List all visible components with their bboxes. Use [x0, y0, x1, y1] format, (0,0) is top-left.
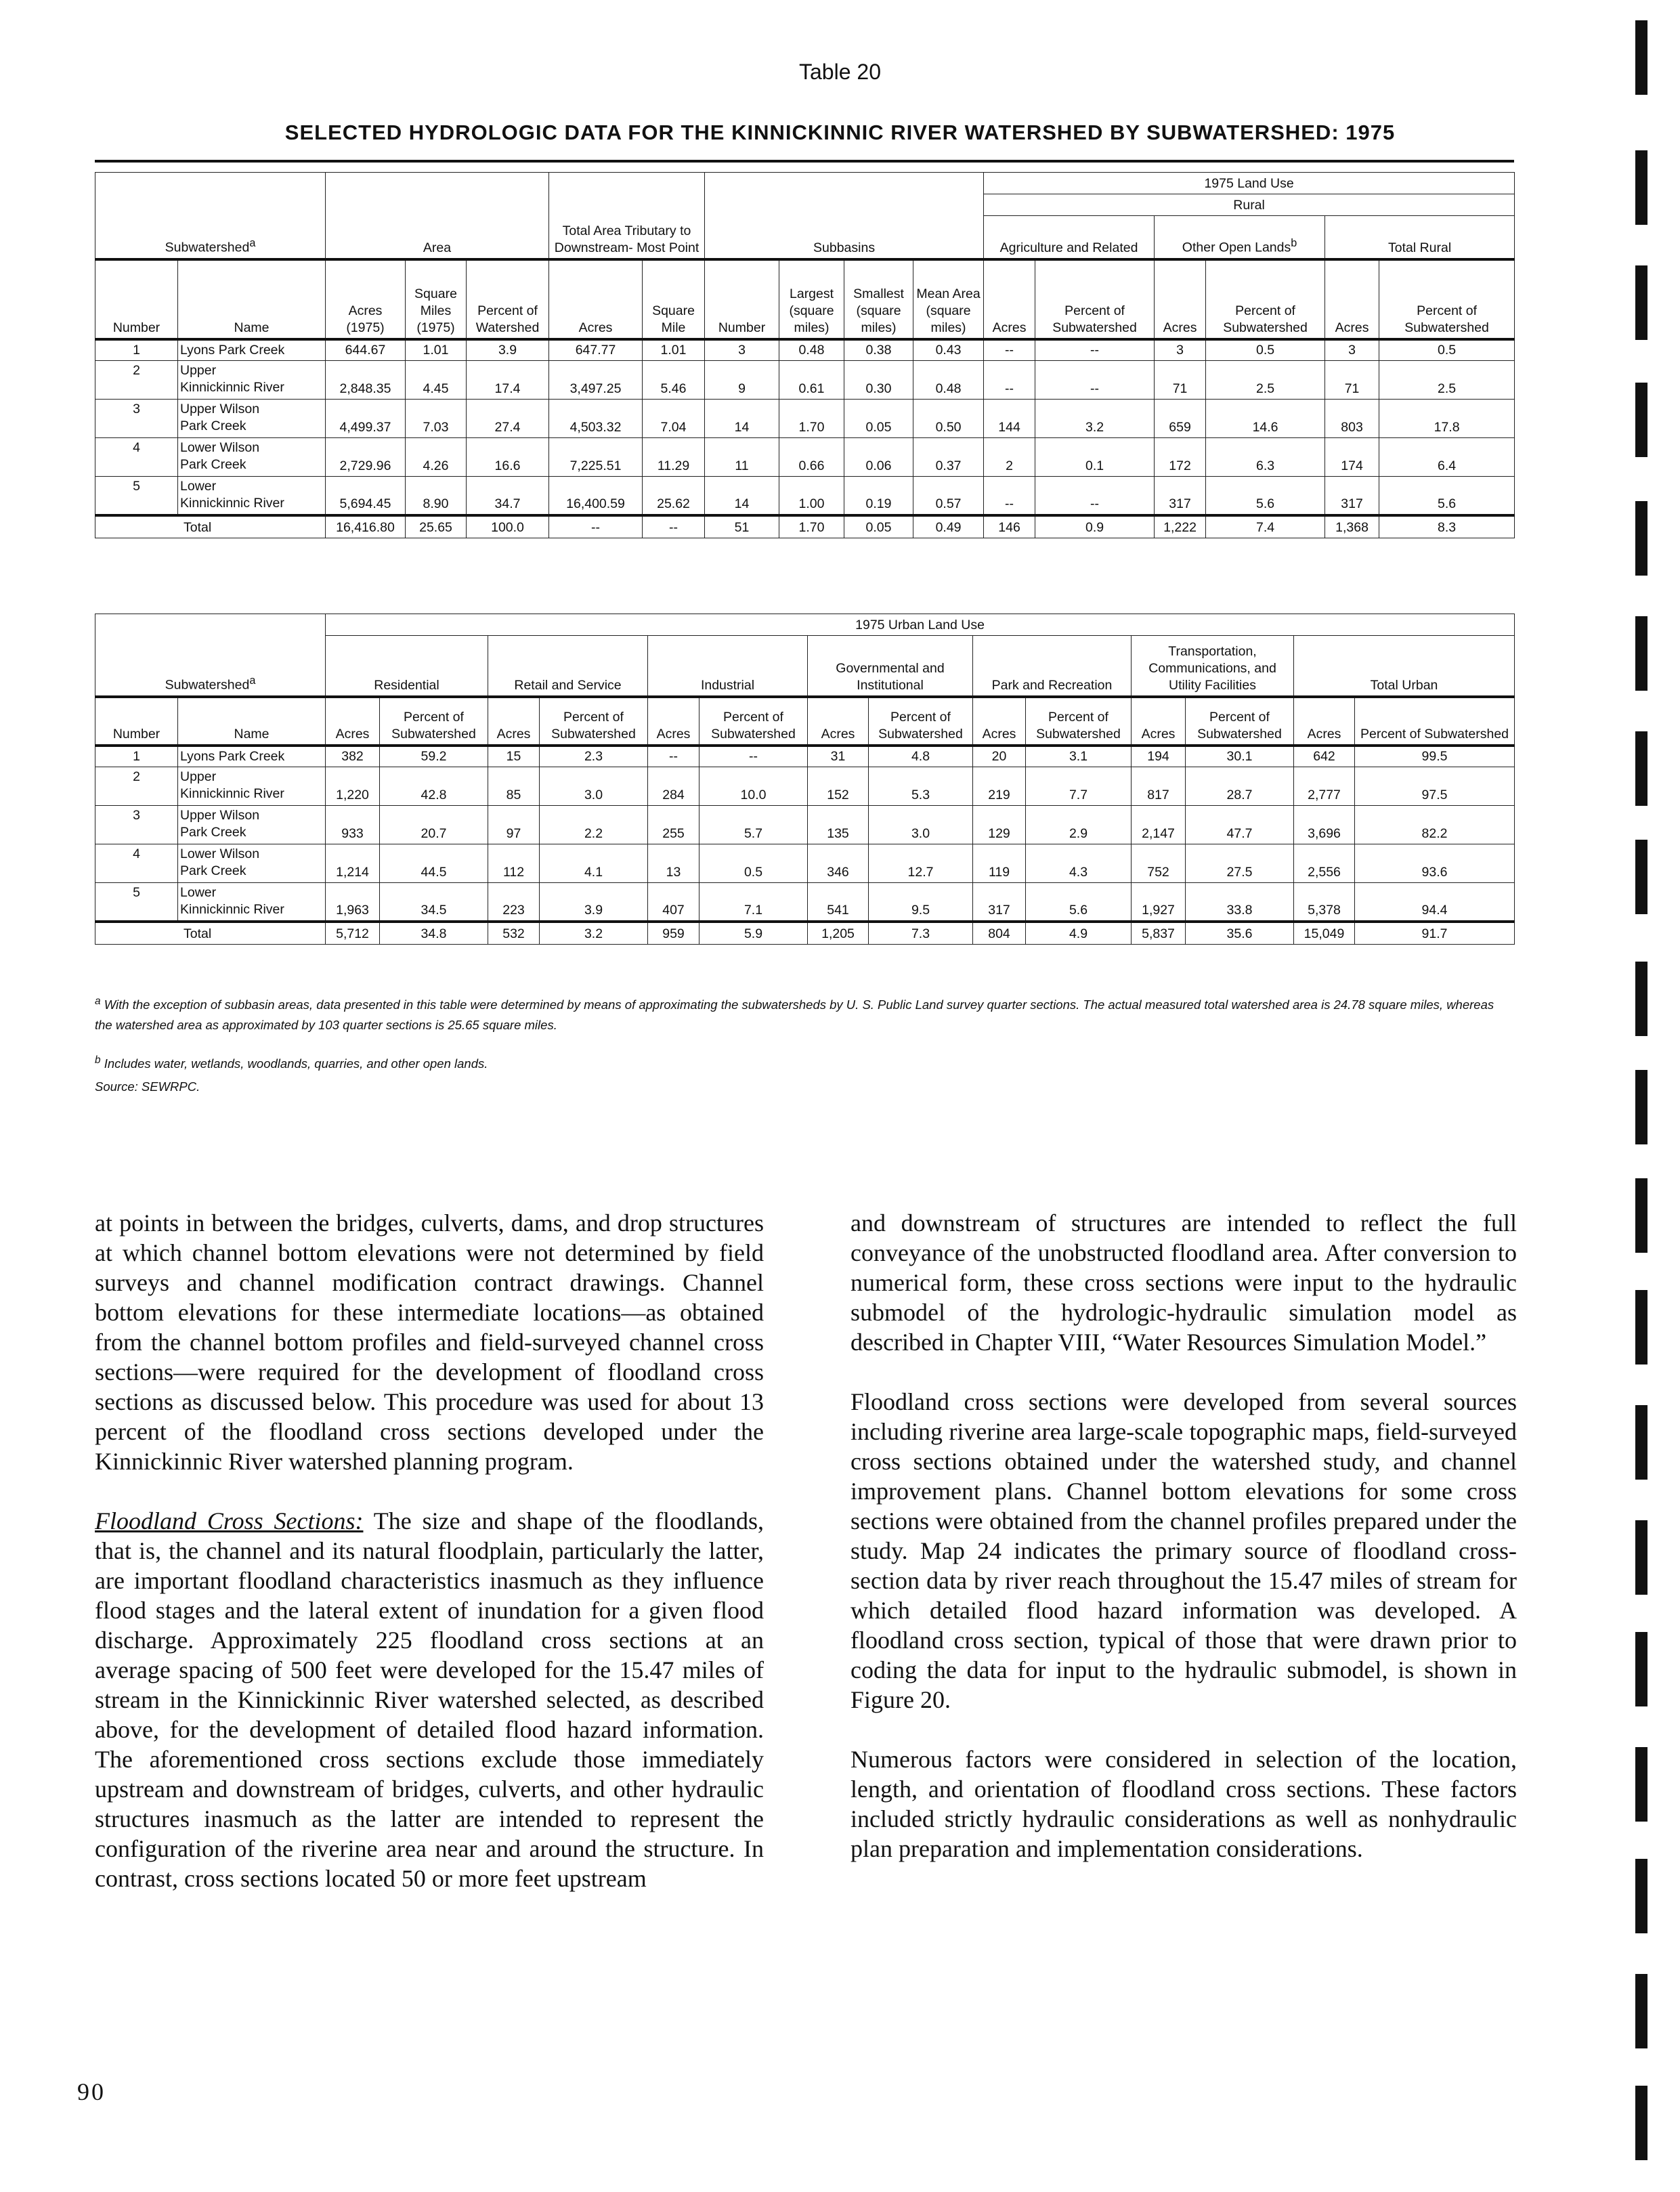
col-mean: Mean Area (square miles) [913, 259, 984, 339]
cell-trib_acres: 16,400.59 [549, 477, 643, 515]
cell-park_a: 219 [973, 767, 1026, 806]
row-name: Upper Wilson Park Creek [178, 806, 326, 844]
total-largest: 1.70 [779, 515, 844, 538]
cell-sqmi: 4.26 [406, 438, 467, 477]
cell-tot_p: 99.5 [1355, 746, 1515, 767]
cell-pct: 16.6 [467, 438, 549, 477]
col-pct-watershed: Percent of Watershed [467, 259, 549, 339]
cell-pct: 3.9 [467, 339, 549, 361]
cell-park_p: 3.1 [1026, 746, 1132, 767]
cell-mean: 0.48 [913, 361, 984, 400]
land-use-header: 1975 Land Use [984, 173, 1515, 194]
col-name: Name [178, 259, 326, 339]
cell-tr_acres: 317 [1325, 477, 1379, 515]
cell-gov_a: 152 [808, 767, 869, 806]
cell-gov_a: 135 [808, 806, 869, 844]
cell-oth_acres: 3 [1155, 339, 1206, 361]
col-tr-acres: Acres [1325, 259, 1379, 339]
table-row [95, 767, 1515, 806]
cell-tot_p: 97.5 [1355, 767, 1515, 806]
total-ind_a: 959 [648, 922, 699, 945]
total-park_a: 804 [973, 922, 1026, 945]
cell-res_a: 933 [326, 806, 380, 844]
total-tr_acres: 1,368 [1325, 515, 1379, 538]
cell-ind_a: 255 [648, 806, 699, 844]
cell-tot_p: 82.2 [1355, 806, 1515, 844]
col2-pct: Percent of Subwatershed [699, 697, 808, 746]
total-smallest: 0.05 [844, 515, 913, 538]
col-trib-sqmi: Square Mile [643, 259, 705, 339]
cell-tr_pct: 6.4 [1379, 438, 1515, 477]
total-sqmi: 25.65 [406, 515, 467, 538]
cell-ag_pct: 0.1 [1035, 438, 1155, 477]
cell-ag_acres: 2 [984, 438, 1035, 477]
margin-mark [1635, 962, 1647, 1036]
cell-ind_a: 13 [648, 844, 699, 883]
cell-trans_p: 33.8 [1186, 883, 1294, 922]
cell-ag_pct: 3.2 [1035, 400, 1155, 438]
table-row [95, 400, 1515, 438]
cell-park_a: 129 [973, 806, 1026, 844]
hydrologic-table [95, 172, 1515, 538]
cell-tot_a: 642 [1294, 746, 1355, 767]
margin-mark [1635, 383, 1647, 457]
retail-header: Retail and Service [488, 636, 648, 697]
cell-ret_p: 3.0 [540, 767, 648, 806]
row-number: 2 [95, 361, 178, 400]
cell-tot_a: 3,696 [1294, 806, 1355, 844]
total-ret_p: 3.2 [540, 922, 648, 945]
cell-gov_p: 9.5 [869, 883, 973, 922]
cell-oth_pct: 14.6 [1206, 400, 1325, 438]
cell-park_a: 20 [973, 746, 1026, 767]
table-row [95, 844, 1515, 883]
cell-tr_acres: 3 [1325, 339, 1379, 361]
cell-largest: 1.70 [779, 400, 844, 438]
total-tot_p: 91.7 [1355, 922, 1515, 945]
cell-ind_a: 407 [648, 883, 699, 922]
cell-trans_a: 1,927 [1132, 883, 1186, 922]
cell-tot_a: 5,378 [1294, 883, 1355, 922]
row-name: Lower Kinnickinnic River [178, 477, 326, 515]
total-oth_pct: 7.4 [1206, 515, 1325, 538]
row-name: Lower Wilson Park Creek [178, 844, 326, 883]
row-number: 1 [95, 746, 178, 767]
cell-smallest: 0.05 [844, 400, 913, 438]
margin-mark [1635, 1859, 1647, 1933]
total-tr_pct: 8.3 [1379, 515, 1515, 538]
row-number: 1 [95, 339, 178, 361]
row-name: Lyons Park Creek [178, 746, 326, 767]
total-park_p: 4.9 [1026, 922, 1132, 945]
cell-ret_p: 4.1 [540, 844, 648, 883]
total-rural-header: Total Rural [1325, 216, 1515, 259]
cell-ag_acres: -- [984, 477, 1035, 515]
cell-sqmi: 1.01 [406, 339, 467, 361]
cell-largest: 0.61 [779, 361, 844, 400]
cell-oth_acres: 659 [1155, 400, 1206, 438]
cell-sb_num: 14 [705, 400, 779, 438]
cell-ret_a: 15 [488, 746, 540, 767]
cell-oth_acres: 317 [1155, 477, 1206, 515]
cell-ret_a: 223 [488, 883, 540, 922]
cell-oth_pct: 6.3 [1206, 438, 1325, 477]
cell-smallest: 0.30 [844, 361, 913, 400]
urban-land-use-table [95, 614, 1515, 945]
margin-mark [1635, 1290, 1647, 1364]
row-number: 5 [95, 477, 178, 515]
total-acres: 16,416.80 [326, 515, 406, 538]
cell-park_p: 2.9 [1026, 806, 1132, 844]
cell-trib_sqmi: 25.62 [643, 477, 705, 515]
margin-mark [1635, 1070, 1647, 1144]
total-trib_acres: -- [549, 515, 643, 538]
cell-ind_p: 10.0 [699, 767, 808, 806]
cell-oth_acres: 172 [1155, 438, 1206, 477]
total-row [95, 922, 1515, 945]
total-area-header: Total Area Tributary to Downstream- Most Point [549, 173, 705, 259]
total-oth_acres: 1,222 [1155, 515, 1206, 538]
cell-ind_a: -- [648, 746, 699, 767]
cell-trans_p: 30.1 [1186, 746, 1294, 767]
cell-largest: 1.00 [779, 477, 844, 515]
total-ag_acres: 146 [984, 515, 1035, 538]
cell-trib_acres: 3,497.25 [549, 361, 643, 400]
col2-acres: Acres [488, 697, 540, 746]
cell-acres: 4,499.37 [326, 400, 406, 438]
col2-pct: Percent of Subwatershed [1026, 697, 1132, 746]
total-pct: 100.0 [467, 515, 549, 538]
right-column [850, 1208, 1517, 1893]
cell-tot_p: 93.6 [1355, 844, 1515, 883]
total-sb_num: 51 [705, 515, 779, 538]
row-name: Lower Kinnickinnic River [178, 883, 326, 922]
col-largest: Largest (square miles) [779, 259, 844, 339]
total-mean: 0.49 [913, 515, 984, 538]
cell-gov_p: 3.0 [869, 806, 973, 844]
total-label: Total [95, 515, 326, 538]
cell-res_a: 1,963 [326, 883, 380, 922]
cell-mean: 0.57 [913, 477, 984, 515]
row-name: Upper Wilson Park Creek [178, 400, 326, 438]
industrial-header: Industrial [648, 636, 808, 697]
col2-acres: Acres [648, 697, 699, 746]
cell-ret_a: 97 [488, 806, 540, 844]
col-ag-acres: Acres [984, 259, 1035, 339]
cell-tr_pct: 0.5 [1379, 339, 1515, 361]
agriculture-header: Agriculture and Related [984, 216, 1155, 259]
col2-pct: Percent of Subwatershed [380, 697, 488, 746]
cell-mean: 0.50 [913, 400, 984, 438]
cell-park_p: 4.3 [1026, 844, 1132, 883]
cell-ret_a: 112 [488, 844, 540, 883]
total-res_p: 34.8 [380, 922, 488, 945]
table-row [95, 806, 1515, 844]
cell-ret_p: 2.2 [540, 806, 648, 844]
cell-tot_a: 2,777 [1294, 767, 1355, 806]
cell-gov_a: 31 [808, 746, 869, 767]
residential-header: Residential [326, 636, 488, 697]
cell-ind_p: 7.1 [699, 883, 808, 922]
transportation-header: Transportation, Communications, and Utility Facilities [1132, 636, 1294, 697]
col2-pct: Percent of Subwatershed [1355, 697, 1515, 746]
table-row [95, 339, 1515, 361]
cell-tot_p: 94.4 [1355, 883, 1515, 922]
cell-sb_num: 9 [705, 361, 779, 400]
total-ind_p: 5.9 [699, 922, 808, 945]
cell-oth_pct: 2.5 [1206, 361, 1325, 400]
col2-pct: Percent of Subwatershed [1186, 697, 1294, 746]
cell-gov_a: 541 [808, 883, 869, 922]
row-name: Upper Kinnickinnic River [178, 767, 326, 806]
cell-largest: 0.66 [779, 438, 844, 477]
table-row [95, 883, 1515, 922]
cell-largest: 0.48 [779, 339, 844, 361]
subwatershed-header-2: Subwatershed$^a$ [95, 614, 326, 697]
right-paragraph-1: and downstream of structures are intended to reflect the full conveyance of the unobstructed floodland area. After conversion to numerical form, these cross sections were input to the hydraulic submodel of the hydrologic-hydraulic simulation model as described in Chapter VIII, “Water Resources Simulation Model.” [850, 1209, 1517, 1356]
cell-ag_acres: -- [984, 339, 1035, 361]
margin-mark [1635, 1747, 1647, 1822]
cell-smallest: 0.19 [844, 477, 913, 515]
margin-mark [1635, 840, 1647, 914]
cell-gov_p: 4.8 [869, 746, 973, 767]
margin-mark [1635, 150, 1647, 225]
margin-mark [1635, 501, 1647, 576]
margin-mark [1635, 731, 1647, 806]
margin-mark [1635, 616, 1647, 691]
cell-pct: 27.4 [467, 400, 549, 438]
cell-tr_pct: 5.6 [1379, 477, 1515, 515]
cell-acres: 2,848.35 [326, 361, 406, 400]
total-trib_sqmi: -- [643, 515, 705, 538]
total-row [95, 515, 1515, 538]
cell-sb_num: 11 [705, 438, 779, 477]
cell-trib_sqmi: 7.04 [643, 400, 705, 438]
table-number: Table 20 [799, 60, 881, 84]
table-row [95, 746, 1515, 767]
cell-tr_acres: 803 [1325, 400, 1379, 438]
table-title: SELECTED HYDROLOGIC DATA FOR THE KINNICKINNIC RIVER WATERSHED BY SUBWATERSHED: 1975 [284, 121, 1396, 144]
margin-mark [1635, 2086, 1647, 2160]
table-row [95, 477, 1515, 515]
cell-trib_acres: 647.77 [549, 339, 643, 361]
cell-trib_sqmi: 1.01 [643, 339, 705, 361]
other-open-header: Other Open Lands$^b$ [1155, 216, 1325, 259]
col2-acres: Acres [973, 697, 1026, 746]
cell-tot_a: 2,556 [1294, 844, 1355, 883]
row-number: 4 [95, 438, 178, 477]
cell-acres: 644.67 [326, 339, 406, 361]
row-name: Lower Wilson Park Creek [178, 438, 326, 477]
left-paragraph-1: at points in between the bridges, culverts, dams, and drop structures at which channel bottom elevations were not determined by field surveys and channel modification contract drawings. Channel bottom elevations for these intermediate locations—as obtained from the channel bottom profiles and field-surveyed channel cross sections—were required for the development of floodland cross sections as discussed below. This procedure was used for about 13 percent of the floodland cross sections developed under the Kinnickinnic River watershed planning program. [95, 1209, 764, 1475]
row-number: 3 [95, 400, 178, 438]
cell-oth_pct: 0.5 [1206, 339, 1325, 361]
cell-res_a: 1,214 [326, 844, 380, 883]
cell-oth_acres: 71 [1155, 361, 1206, 400]
cell-tr_pct: 17.8 [1379, 400, 1515, 438]
row-number: 3 [95, 806, 178, 844]
cell-smallest: 0.38 [844, 339, 913, 361]
col-oth-acres: Acres [1155, 259, 1206, 339]
cell-ret_p: 2.3 [540, 746, 648, 767]
margin-mark [1635, 1178, 1647, 1253]
col2-acres: Acres [1294, 697, 1355, 746]
cell-sb_num: 3 [705, 339, 779, 361]
margin-mark [1635, 1520, 1647, 1595]
cell-trib_acres: 7,225.51 [549, 438, 643, 477]
col-sqmi-1975: Square Miles (1975) [406, 259, 467, 339]
cell-trans_p: 27.5 [1186, 844, 1294, 883]
cell-res_p: 20.7 [380, 806, 488, 844]
cell-ag_pct: -- [1035, 339, 1155, 361]
cell-res_a: 1,220 [326, 767, 380, 806]
cell-ret_p: 3.9 [540, 883, 648, 922]
cell-gov_p: 5.3 [869, 767, 973, 806]
cell-pct: 34.7 [467, 477, 549, 515]
cell-park_a: 317 [973, 883, 1026, 922]
cell-ag_acres: -- [984, 361, 1035, 400]
col2-name: Name [178, 697, 326, 746]
col-tr-pct: Percent of Subwatershed [1379, 259, 1515, 339]
cell-ind_p: -- [699, 746, 808, 767]
col-trib-acres: Acres [549, 259, 643, 339]
cell-tr_acres: 174 [1325, 438, 1379, 477]
cell-pct: 17.4 [467, 361, 549, 400]
col2-pct: Percent of Subwatershed [540, 697, 648, 746]
subwatershed-header: Subwatershed$^a$ [95, 173, 326, 259]
cell-park_p: 5.6 [1026, 883, 1132, 922]
subbasins-header: Subbasins [705, 173, 984, 259]
col-number: Number [95, 259, 178, 339]
right-paragraph-3: Numerous factors were considered in selection of the location, length, and orientation of floodland cross sections. These factors included strictly hydraulic considerations as well as nonhydraulic plan preparation and implementation considerations. [850, 1746, 1517, 1862]
col-acres-1975: Acres (1975) [326, 259, 406, 339]
footnotes [95, 991, 1514, 1097]
col2-number: Number [95, 697, 178, 746]
row-name: Upper Kinnickinnic River [178, 361, 326, 400]
cell-tr_pct: 2.5 [1379, 361, 1515, 400]
cell-oth_pct: 5.6 [1206, 477, 1325, 515]
cell-trans_a: 2,147 [1132, 806, 1186, 844]
cell-ret_a: 85 [488, 767, 540, 806]
right-paragraph-2: Floodland cross sections were developed from several sources including riverine area large-scale topographic maps, field-surveyed cross sections obtained under the watershed study, and channel improvement plans. Channel bottom elevations for some cross sections were obtained from the channel profiles prepared under the study. Map 24 indicates the primary source of floodland cross-section data by river reach throughout the 15.47 miles of stream for which detailed flood hazard information was developed. A floodland cross section, typical of those that were drawn prior to coding the data for input to the hydraulic submodel, is shown in Figure 20. [850, 1388, 1517, 1713]
col-ag-pct: Percent of Subwatershed [1035, 259, 1155, 339]
row-number: 4 [95, 844, 178, 883]
cell-sb_num: 14 [705, 477, 779, 515]
cell-ind_p: 5.7 [699, 806, 808, 844]
cell-ind_p: 0.5 [699, 844, 808, 883]
margin-mark [1635, 20, 1647, 95]
cell-tr_acres: 71 [1325, 361, 1379, 400]
total-ag_pct: 0.9 [1035, 515, 1155, 538]
row-name: Lyons Park Creek [178, 339, 326, 361]
cell-trib_acres: 4,503.32 [549, 400, 643, 438]
total-trans_a: 5,837 [1132, 922, 1186, 945]
cell-acres: 2,729.96 [326, 438, 406, 477]
cell-sqmi: 4.45 [406, 361, 467, 400]
cell-smallest: 0.06 [844, 438, 913, 477]
cell-acres: 5,694.45 [326, 477, 406, 515]
total-label: Total [95, 922, 326, 945]
title-rule [95, 160, 1514, 163]
left-paragraph-2: Floodland Cross Sections: The size and shape of the floodlands, that is, the channel and its natural floodplain, particularly the latter, are important floodland characteristics inasmuch as they influence flood stages and the lateral extent of inundation for a given flood discharge. Approximately 225 floodland cross sections at an average spacing of 500 feet were developed for the 15.47 miles of stream in the Kinnickinnic River watershed selected, as described above, for the development of detailed flood hazard information. The aforementioned cross sections exclude those immediately upstream and downstream of bridges, culverts, and other hydraulic structures inasmuch as the latter are intended to represent the configuration of the riverine area near and around the structure. In contrast, cross sections located 50 or more feet upstream [95, 1507, 764, 1892]
total-trans_p: 35.6 [1186, 922, 1294, 945]
cell-gov_a: 346 [808, 844, 869, 883]
margin-mark [1635, 265, 1647, 340]
cell-gov_p: 12.7 [869, 844, 973, 883]
col2-acres: Acres [808, 697, 869, 746]
cell-park_a: 119 [973, 844, 1026, 883]
table-row [95, 361, 1515, 400]
section-heading: Floodland Cross Sections: [95, 1507, 364, 1534]
col-smallest: Smallest (square miles) [844, 259, 913, 339]
urban-land-use-header: 1975 Urban Land Use [326, 614, 1515, 636]
cell-trib_sqmi: 5.46 [643, 361, 705, 400]
total-tot_a: 15,049 [1294, 922, 1355, 945]
table-row [95, 438, 1515, 477]
cell-mean: 0.43 [913, 339, 984, 361]
margin-mark [1635, 1974, 1647, 2048]
cell-sqmi: 8.90 [406, 477, 467, 515]
total-urban-header: Total Urban [1294, 636, 1515, 697]
total-res_a: 5,712 [326, 922, 380, 945]
total-ret_a: 532 [488, 922, 540, 945]
cell-ag_pct: -- [1035, 361, 1155, 400]
cell-trans_a: 752 [1132, 844, 1186, 883]
source-note: Source: SEWRPC. [95, 1079, 200, 1094]
cell-mean: 0.37 [913, 438, 984, 477]
left-column [95, 1208, 764, 1923]
cell-trans_p: 28.7 [1186, 767, 1294, 806]
total-gov_p: 7.3 [869, 922, 973, 945]
cell-ind_a: 284 [648, 767, 699, 806]
cell-res_p: 42.8 [380, 767, 488, 806]
cell-park_p: 7.7 [1026, 767, 1132, 806]
rural-header: Rural [984, 194, 1515, 216]
cell-res_a: 382 [326, 746, 380, 767]
col-oth-pct: Percent of Subwatershed [1206, 259, 1325, 339]
col2-acres: Acres [1132, 697, 1186, 746]
row-number: 5 [95, 883, 178, 922]
cell-sqmi: 7.03 [406, 400, 467, 438]
page-number: 90 [77, 2078, 106, 2105]
margin-mark [1635, 1405, 1647, 1480]
total-gov_a: 1,205 [808, 922, 869, 945]
col2-acres: Acres [326, 697, 380, 746]
cell-ag_pct: -- [1035, 477, 1155, 515]
cell-ag_acres: 144 [984, 400, 1035, 438]
col-sb-number: Number [705, 259, 779, 339]
cell-trans_a: 194 [1132, 746, 1186, 767]
margin-mark [1635, 1632, 1647, 1706]
cell-res_p: 44.5 [380, 844, 488, 883]
cell-res_p: 59.2 [380, 746, 488, 767]
col2-pct: Percent of Subwatershed [869, 697, 973, 746]
cell-trib_sqmi: 11.29 [643, 438, 705, 477]
cell-trans_a: 817 [1132, 767, 1186, 806]
footnote-b: $^b$ Includes water, wetlands, woodlands, quarries, and other open lands. [95, 1054, 488, 1071]
area-header: Area [326, 173, 549, 259]
footnote-a: $^a$ With the exception of subbasin areas, data presented in this table were determined by means of approximating the subwatersheds by U. S. Public Land survey quarter sections. The actual measured total watershed area is 24.78 square miles, whereas the watershed area as approximated by 103 quarter sections is 25.65 square miles. [95, 995, 1494, 1033]
governmental-header: Governmental and Institutional [808, 636, 973, 697]
park-header: Park and Recreation [973, 636, 1132, 697]
cell-trans_p: 47.7 [1186, 806, 1294, 844]
cell-res_p: 34.5 [380, 883, 488, 922]
row-number: 2 [95, 767, 178, 806]
